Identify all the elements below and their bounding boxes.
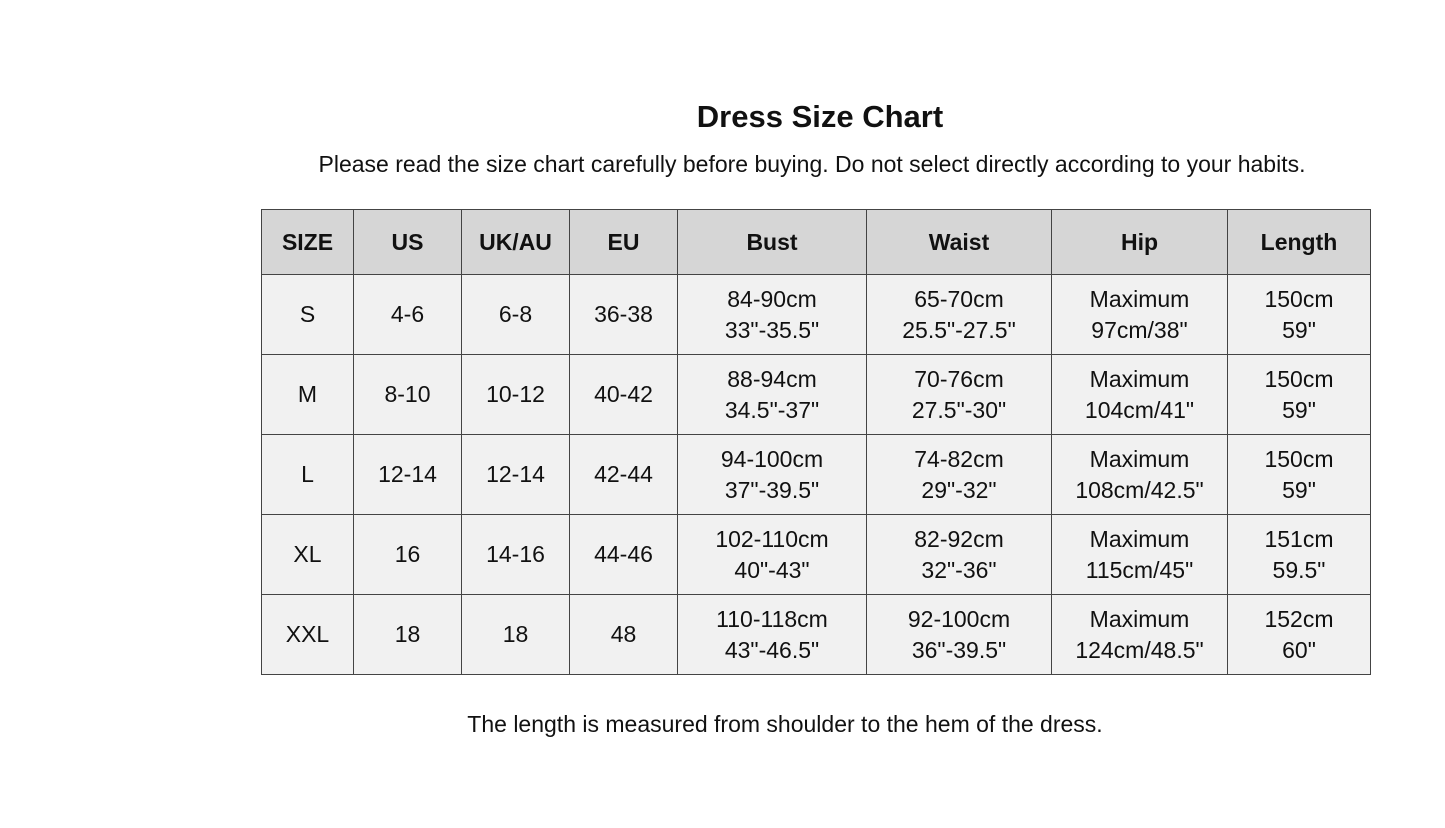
hip-value: 108cm/42.5"	[1075, 476, 1204, 503]
waist-cm: 82-92cm	[914, 525, 1004, 552]
waist-cm: 74-82cm	[914, 445, 1004, 472]
length-cm: 150cm	[1264, 365, 1334, 392]
waist-cell	[867, 515, 1052, 595]
bust-cell	[678, 275, 867, 355]
bust-inch: 37"-39.5"	[724, 476, 820, 503]
bust-inch: 33"-35.5"	[724, 316, 820, 343]
waist-inch: 32"-36"	[921, 556, 997, 583]
column-header-hip: Hip	[1052, 210, 1228, 275]
length-cell	[1228, 275, 1371, 355]
bust-inch: 40"-43"	[734, 556, 810, 583]
hip-label: Maximum	[1089, 445, 1190, 472]
bust-cm: 88-94cm	[727, 365, 817, 392]
us-cell: 4-6	[354, 275, 462, 355]
hip-cell	[1052, 515, 1228, 595]
length-measurement-note: The length is measured from shoulder to the hem of the dress.	[467, 711, 1103, 737]
table-row	[262, 595, 1371, 675]
size-cell: L	[262, 435, 354, 515]
length-cell	[1228, 595, 1371, 675]
bust-cm: 84-90cm	[727, 285, 817, 312]
waist-cell	[867, 275, 1052, 355]
waist-cm: 65-70cm	[914, 285, 1004, 312]
bust-cell	[678, 435, 867, 515]
size-cell: M	[262, 355, 354, 435]
bust-cell	[678, 595, 867, 675]
waist-inch: 29"-32"	[921, 476, 997, 503]
page-title: Dress Size Chart	[696, 99, 944, 134]
hip-cell	[1052, 355, 1228, 435]
page-subtitle: Please read the size chart carefully before buying. Do not select directly according to your habits.	[318, 151, 1306, 177]
eu-cell: 48	[570, 595, 678, 675]
hip-value: 97cm/38"	[1091, 316, 1188, 343]
length-cm: 151cm	[1264, 525, 1334, 552]
column-header-length: Length	[1228, 210, 1371, 275]
size-cell: S	[262, 275, 354, 355]
hip-label: Maximum	[1089, 285, 1190, 312]
bust-cm: 102-110cm	[715, 525, 829, 552]
waist-cm: 92-100cm	[907, 605, 1011, 632]
hip-value: 124cm/48.5"	[1075, 636, 1204, 663]
us-cell: 12-14	[354, 435, 462, 515]
bust-cm: 94-100cm	[720, 445, 824, 472]
hip-value: 104cm/41"	[1084, 396, 1195, 423]
bust-cell	[678, 355, 867, 435]
size-cell: XL	[262, 515, 354, 595]
bust-inch: 34.5"-37"	[724, 396, 820, 423]
length-cell	[1228, 355, 1371, 435]
column-header-uk-au: UK/AU	[462, 210, 570, 275]
waist-cell	[867, 595, 1052, 675]
waist-inch: 25.5"-27.5"	[902, 316, 1016, 343]
us-cell: 16	[354, 515, 462, 595]
bust-cell	[678, 515, 867, 595]
column-header-us: US	[354, 210, 462, 275]
bust-cm: 110-118cm	[716, 605, 828, 632]
table-row	[262, 275, 1371, 355]
length-inch: 59.5"	[1272, 556, 1326, 583]
table-row	[262, 355, 1371, 435]
uk-au-cell: 14-16	[462, 515, 570, 595]
eu-cell: 42-44	[570, 435, 678, 515]
eu-cell: 44-46	[570, 515, 678, 595]
us-cell: 8-10	[354, 355, 462, 435]
hip-label: Maximum	[1089, 525, 1190, 552]
uk-au-cell: 12-14	[462, 435, 570, 515]
uk-au-cell: 10-12	[462, 355, 570, 435]
column-header-bust: Bust	[678, 210, 867, 275]
size-chart-table	[261, 209, 1371, 675]
size-cell: XXL	[262, 595, 354, 675]
eu-cell: 40-42	[570, 355, 678, 435]
hip-cell	[1052, 275, 1228, 355]
length-cm: 150cm	[1264, 285, 1334, 312]
length-cm: 152cm	[1264, 605, 1334, 632]
column-header-size: SIZE	[262, 210, 354, 275]
uk-au-cell: 6-8	[462, 275, 570, 355]
length-cell	[1228, 435, 1371, 515]
eu-cell: 36-38	[570, 275, 678, 355]
waist-inch: 27.5"-30"	[911, 396, 1007, 423]
hip-value: 115cm/45"	[1085, 556, 1194, 583]
table-row	[262, 515, 1371, 595]
length-inch: 59"	[1282, 476, 1316, 503]
waist-cell	[867, 355, 1052, 435]
hip-cell	[1052, 595, 1228, 675]
uk-au-cell: 18	[462, 595, 570, 675]
column-header-eu: EU	[570, 210, 678, 275]
column-header-waist: Waist	[867, 210, 1052, 275]
length-inch: 60"	[1282, 636, 1316, 663]
hip-cell	[1052, 435, 1228, 515]
waist-cell	[867, 435, 1052, 515]
hip-label: Maximum	[1089, 605, 1190, 632]
table-row	[262, 435, 1371, 515]
hip-label: Maximum	[1089, 365, 1190, 392]
length-inch: 59"	[1282, 396, 1316, 423]
table-header-row	[262, 210, 1371, 275]
bust-inch: 43"-46.5"	[724, 636, 820, 663]
waist-cm: 70-76cm	[914, 365, 1004, 392]
us-cell: 18	[354, 595, 462, 675]
length-inch: 59"	[1282, 316, 1316, 343]
waist-inch: 36"-39.5"	[911, 636, 1007, 663]
length-cm: 150cm	[1264, 445, 1334, 472]
length-cell	[1228, 515, 1371, 595]
